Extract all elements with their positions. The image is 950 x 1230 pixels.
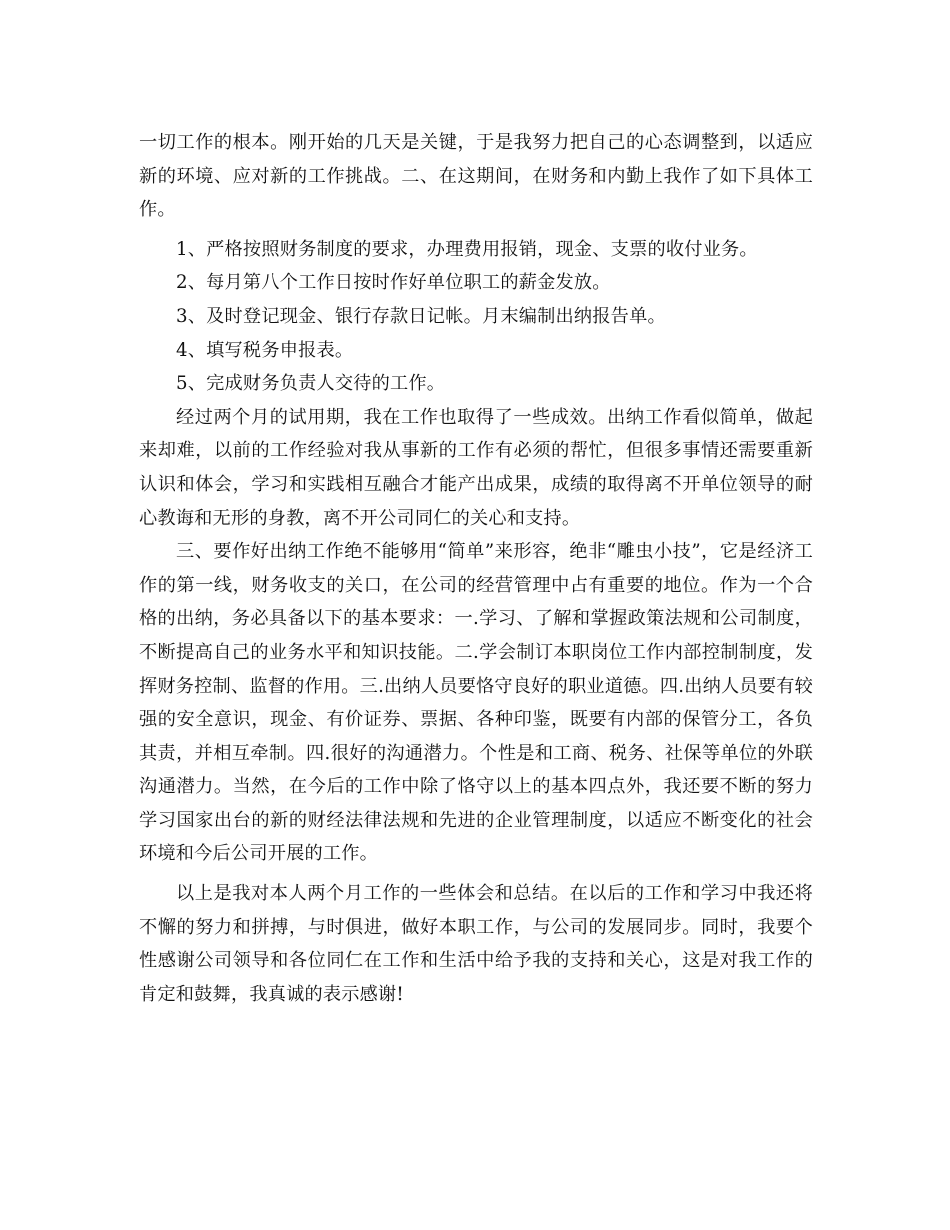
- paragraph-requirements: 三、要作好出纳工作绝不能够用“简单”来形容，绝非“雕虫小技”，它是经济工作的第一线，财务收支的关口，在公司的经营管理中占有重要的地位。作为一个合格的出纳，务必具备以下的基本要求：一.学习、了解和掌握政策法规和公司制度，不断提高自己的业务水平和知识技能。二.学会制订本职岗位工作内部控制制度，发挥财务控制、监督的作用。三.出纳人员要恪守良好的职业道德。四.出纳人员要有较强的安全意识，现金、有价证券、票据、各种印鉴，既要有内部的保管分工，各负其责，并相互牵制。四.很好的沟通潜力。个性是和工商、税务、社保等单位的外联沟通潜力。当然，在今后的工作中除了恪守以上的基本四点外，我还要不断的努力学习国家出台的新的财经法律法规和先进的企业管理制度，以适应不断变化的社会环境和今后公司开展的工作。: [139, 541, 813, 865]
- list-item-2: 2、每月第八个工作日按时作好单位职工的薪金发放。: [176, 272, 611, 294]
- paragraph-results: 经过两个月的试用期，我在工作也取得了一些成效。出纳工作看似简单，做起来却难，以前的工作经验对我从事新的工作有必须的帮忙，但很多事情还需要重新认识和体会，学习和实践相互融合才能产出成果，成绩的取得离不开单位领导的耐心教诲和无形的身教，离不开公司同仁的关心和支持。: [139, 406, 813, 529]
- list-item-1: 1、严格按照财务制度的要求，办理费用报销，现金、支票的收付业务。: [176, 238, 758, 260]
- paragraph-conclusion: 以上是我对本人两个月工作的一些体会和总结。在以后的工作和学习中我还将不懈的努力和拼搏，与时俱进，做好本职工作，与公司的发展同步。同时，我要个性感谢公司领导和各位同仁在工作和生活中给予我的支持和关心，这是对我工作的肯定和鼓舞，我真诚的表示感谢!: [139, 883, 813, 1005]
- paragraph-continuation: 一切工作的根本。刚开始的几天是关键，于是我努力把自己的心态调整到，以适应新的环境、应对新的工作挑战。二、在这期间，在财务和内勤上我作了如下具体工作。: [139, 132, 813, 221]
- list-item-3: 3、及时登记现金、银行存款日记帐。月末编制出纳报告单。: [176, 305, 666, 327]
- list-item-4: 4、填写税务申报表。: [176, 339, 354, 361]
- document-body: [139, 126, 813, 1011]
- list-item-5: 5、完成财务负责人交待的工作。: [176, 373, 446, 395]
